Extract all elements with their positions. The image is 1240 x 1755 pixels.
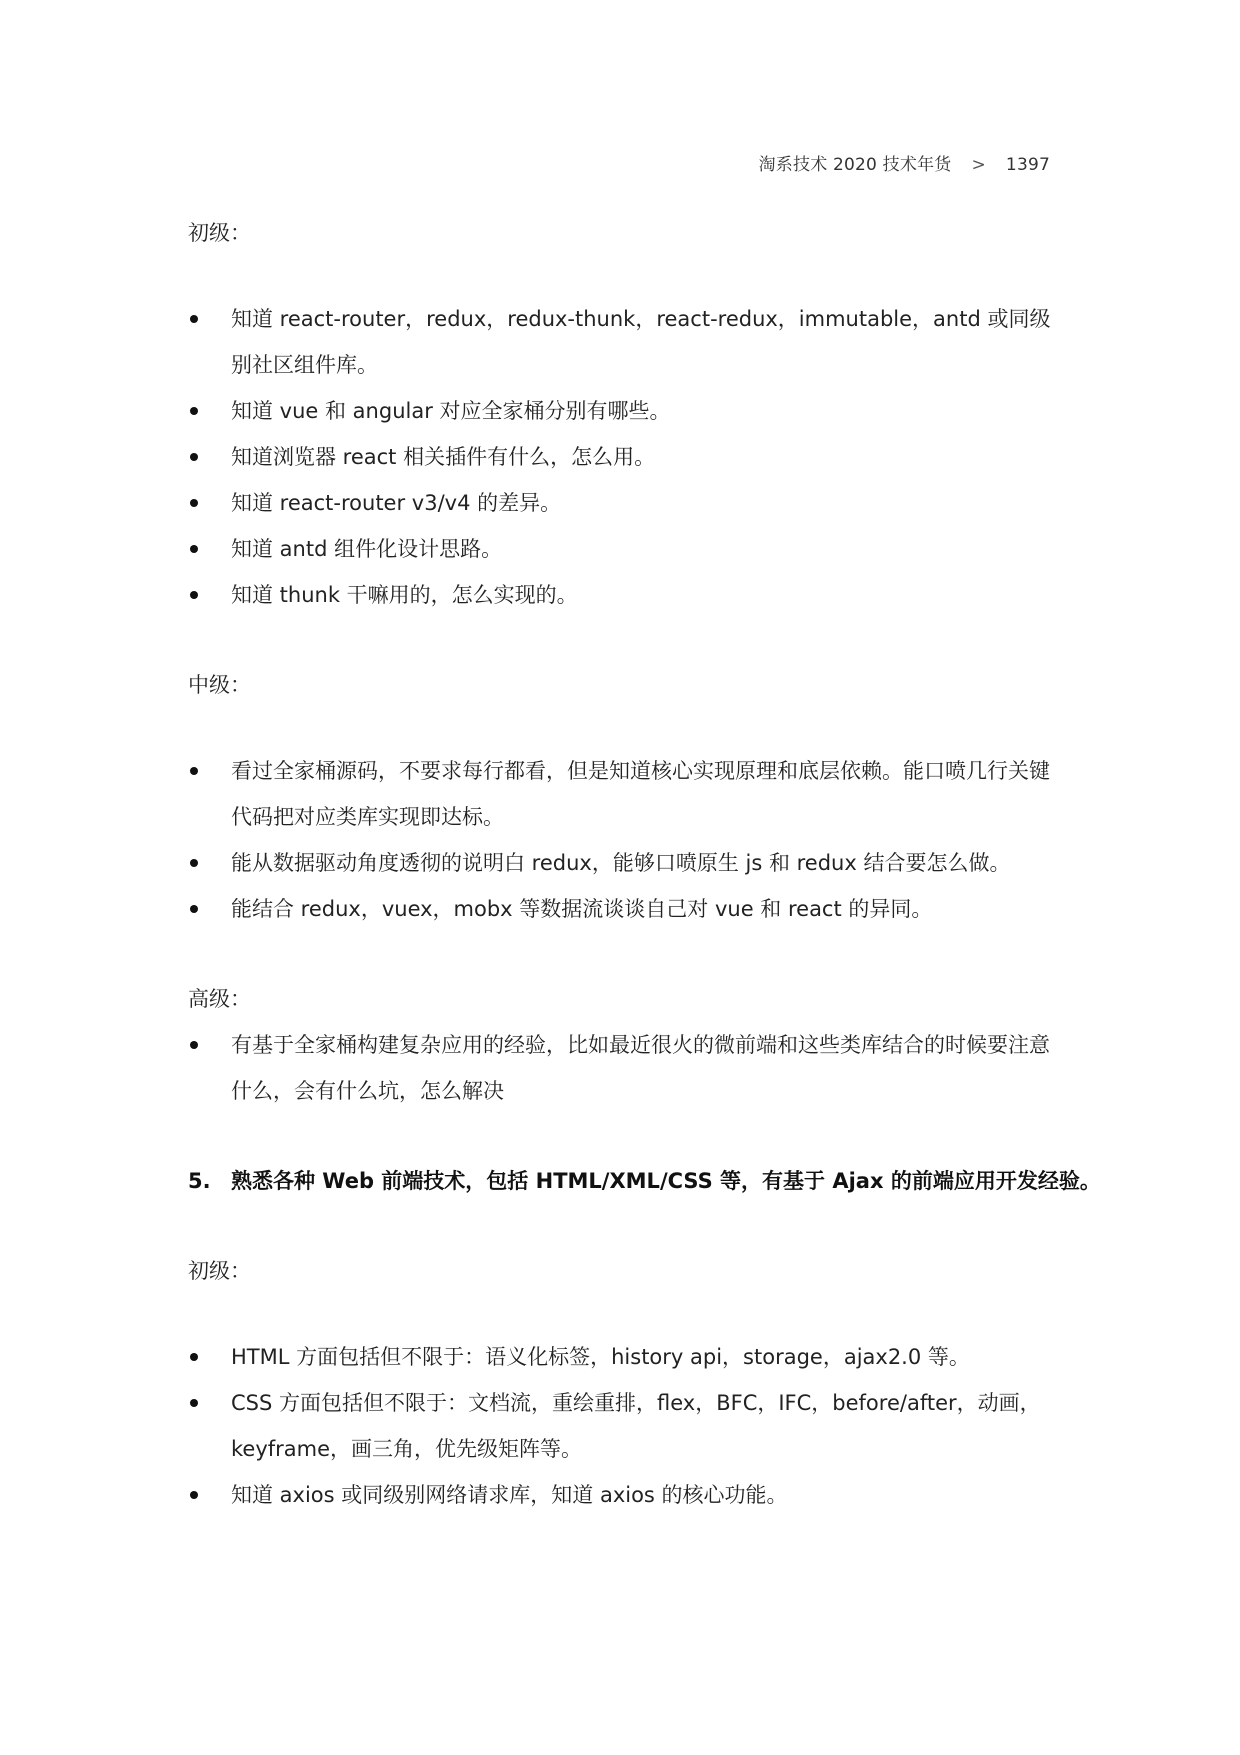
list-item: 知道 antd 组件化设计思路。	[188, 526, 1060, 572]
list-item: 看过全家桶源码，不要求每行都看，但是知道核心实现原理和底层依赖。能口喷几行关键代码把对应类库实现即达标。	[188, 748, 1060, 840]
level-label-junior: 初级：	[188, 221, 251, 245]
bullet-dot-icon	[190, 591, 198, 599]
bullet-dot-icon	[190, 453, 198, 461]
advanced-list	[188, 1022, 1060, 1114]
list-item: CSS 方面包括但不限于：文档流，重绘重排，flex，BFC，IFC，before/after，动画，keyframe，画三角，优先级矩阵等。	[188, 1380, 1060, 1472]
level-label-junior: 初级：	[188, 1259, 251, 1283]
list-item: HTML 方面包括但不限于：语义化标签，history api，storage，ajax2.0 等。	[188, 1334, 1060, 1380]
list-item: 知道 axios 或同级别网络请求库，知道 axios 的核心功能。	[188, 1472, 1060, 1518]
list-item: 知道 react-router，redux，redux-thunk，react-redux，immutable，antd 或同级别社区组件库。	[188, 296, 1060, 388]
breadcrumb-separator: >	[971, 155, 986, 175]
bullet-dot-icon	[190, 1353, 198, 1361]
level-label-advanced: 高级：	[188, 987, 251, 1011]
bullet-dot-icon	[190, 1399, 198, 1407]
list-item: 有基于全家桶构建复杂应用的经验，比如最近很火的微前端和这些类库结合的时候要注意什么，会有什么坑，怎么解决	[188, 1022, 1060, 1114]
section-heading	[188, 1158, 1101, 1204]
bullet-dot-icon	[190, 859, 198, 867]
bullet-dot-icon	[190, 1041, 198, 1049]
list-item: 知道 react-router v3/v4 的差异。	[188, 480, 1060, 526]
bullet-dot-icon	[190, 767, 198, 775]
section-number: 5.	[188, 1169, 211, 1193]
section-title: 熟悉各种 Web 前端技术，包括 HTML/XML/CSS 等，有基于 Ajax 的前端应用开发经验。	[231, 1169, 1101, 1193]
junior-list	[188, 296, 1060, 618]
list-item: 知道浏览器 react 相关插件有什么，怎么用。	[188, 434, 1060, 480]
level-label-intermediate: 中级：	[188, 673, 251, 697]
list-item: 知道 vue 和 angular 对应全家桶分别有哪些。	[188, 388, 1060, 434]
list-item: 知道 thunk 干嘛用的，怎么实现的。	[188, 572, 1060, 618]
book-title: 淘系技术 2020 技术年货	[758, 155, 952, 175]
bullet-dot-icon	[190, 1491, 198, 1499]
intermediate-list	[188, 748, 1060, 932]
bullet-dot-icon	[190, 905, 198, 913]
bullet-dot-icon	[190, 545, 198, 553]
page-body	[188, 210, 1101, 1518]
bullet-dot-icon	[190, 499, 198, 507]
running-header	[759, 150, 1050, 175]
page-number: 1397	[1005, 155, 1050, 175]
bullet-dot-icon	[190, 315, 198, 323]
junior-list-web	[188, 1334, 1060, 1518]
list-item: 能从数据驱动角度透彻的说明白 redux，能够口喷原生 js 和 redux 结合要怎么做。	[188, 840, 1060, 886]
list-item: 能结合 redux，vuex，mobx 等数据流谈谈自己对 vue 和 react 的异同。	[188, 886, 1060, 932]
bullet-dot-icon	[190, 407, 198, 415]
